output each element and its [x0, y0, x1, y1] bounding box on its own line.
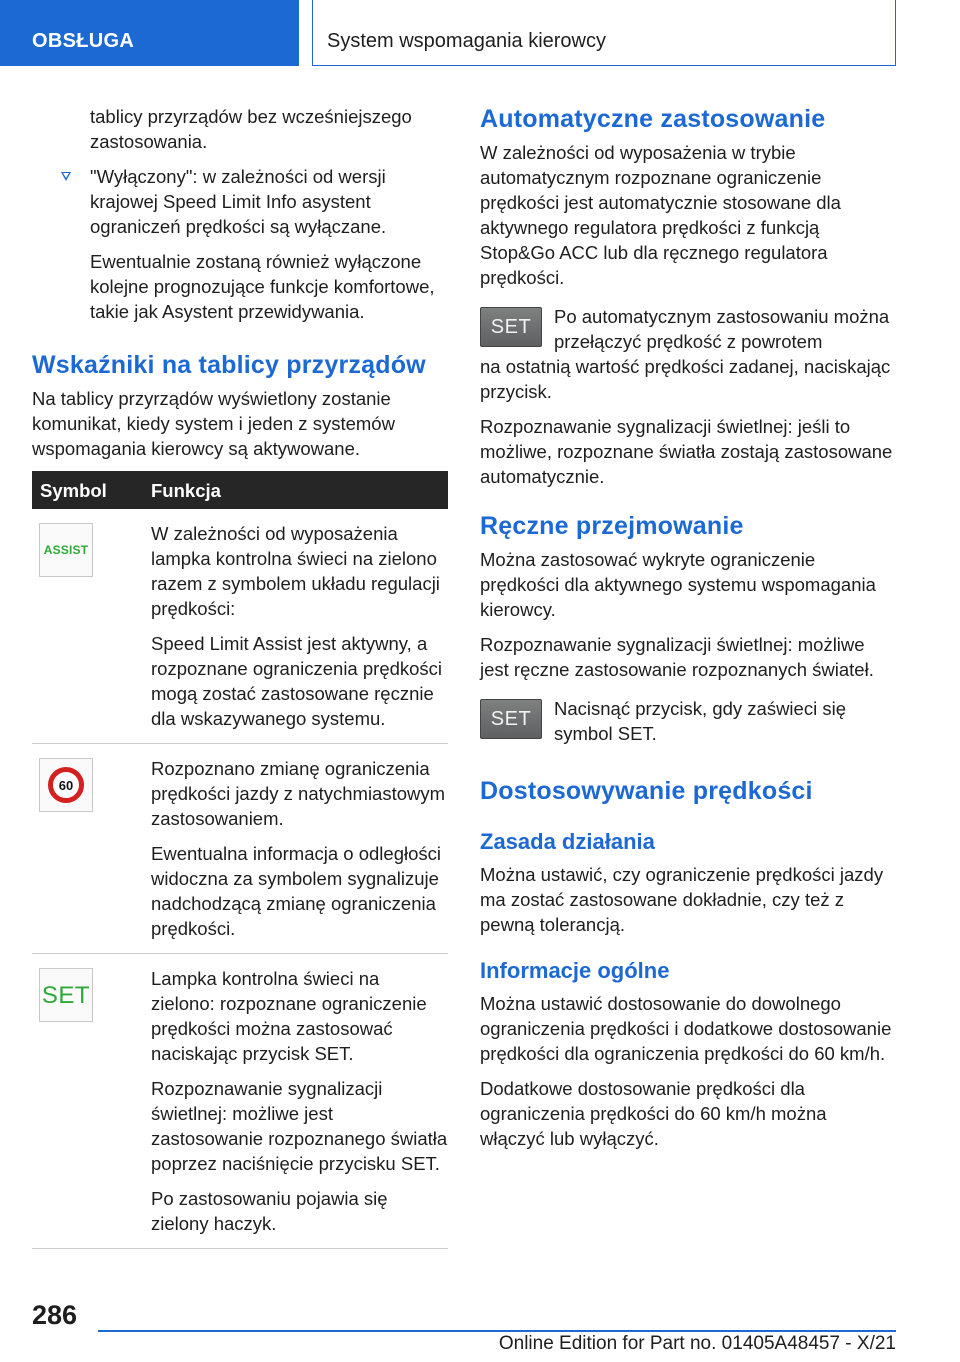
speed-limit-value: 60 [58, 777, 74, 793]
function-text: Lampka kontrolna świeci na zielono: rozpoznane ograniczenie prędkości można zastosować naciskając przycisk SET. [151, 968, 427, 1064]
manual-text: Można zastosować wykryte ograniczenie prędkości dla aktywnego systemu wspomagania kierowcy. [480, 549, 876, 620]
col-header-function: Funkcja [149, 471, 448, 509]
auto-set-lead: Po automatycznym zastosowaniu można przełączyć prędkość z powrotem [554, 306, 890, 352]
assist-icon-label: ASSIST [43, 542, 89, 557]
symbol-cell [32, 509, 149, 744]
edition-footer: Online Edition for Part no. 01405A48457 - X/21 [498, 1333, 896, 1354]
general-text: Można ustawić dostosowanie do dowolnego ograniczenia prędkości i dodatkowe dostosowanie prędkości dla ograniczenia prędkości do 60 km/h. [480, 993, 892, 1064]
heading-general-info: Informacje ogólne [480, 958, 670, 983]
function-text: Speed Limit Assist jest aktywny, a rozpoznane ograniczenia prędkości mogą zostać zastosowane ręcznie dla wskazywanego systemu. [151, 633, 443, 729]
continued-paragraph: tablicy przyrządów bez wcześniejszego zastosowania. [90, 106, 412, 152]
bullet-text: "Wyłączony": w zależności od wersji krajowej Speed Limit Info asystent ograniczeń prędkości są wyłączane. [90, 166, 387, 237]
set-button-label: SET [490, 707, 532, 730]
table-row [32, 744, 448, 954]
set-button-icon [480, 699, 542, 739]
table-header-row [32, 471, 448, 509]
set-button-note [480, 696, 896, 756]
function-text: Ewentualna informacja o odległości widoczna za symbolem sygnalizuje nadchodzącą zmianę ograniczenia prędkości. [151, 843, 442, 939]
function-text: Rozpoznano zmianę ograniczenia prędkości jazdy z natychmiastowym zastosowaniem. [151, 758, 446, 829]
general-text-2: Dodatkowe dostosowanie prędkości dla ograniczenia prędkości do 60 km/h można włączyć lub wyłączyć. [480, 1078, 827, 1149]
indicators-intro: Na tablicy przyrządów wyświetlony zostanie komunikat, kiedy system i jeden z systemów wspomagania kierowcy są aktywowane. [32, 388, 395, 459]
bullet-note: Ewentualnie zostaną również wyłączone kolejne prognozujące funkcje komfortowe, takie jak Asystent przewidywania. [90, 251, 435, 322]
function-cell [149, 744, 448, 954]
heading-indicators: Wskaźniki na tablicy przyrządów [32, 351, 426, 379]
function-cell [149, 954, 448, 1249]
speed-limit-sign [48, 767, 84, 803]
triangle-bullet-icon [61, 172, 71, 181]
symbol-table [32, 471, 448, 1249]
table-row [32, 509, 448, 744]
section-tab [0, 0, 299, 66]
speed-limit-sign-icon [39, 758, 93, 812]
symbol-cell [32, 744, 149, 954]
heading-auto-apply: Automatyczne zastosowanie [480, 105, 826, 133]
section-title: OBSŁUGA [32, 30, 135, 52]
chapter-title: System wspomagania kierowcy [327, 30, 606, 52]
heading-principle: Zasada działania [480, 829, 655, 854]
principle-text: Można ustawić, czy ograniczenie prędkości jazdy ma zostać zastosowane dokładnie, czy też z pewną tolerancją. [480, 864, 884, 935]
col-header-symbol: Symbol [32, 471, 149, 509]
set-button-note [480, 304, 896, 404]
set-button-label: SET [490, 315, 532, 338]
left-column [32, 104, 448, 1249]
function-text: W zależności od wyposażenia lampka kontrolna świeci na zielono razem z symbolem układu regulacji prędkości: [151, 523, 440, 619]
manual-set-text: Nacisnąć przycisk, gdy zaświeci się symbol SET. [554, 698, 846, 744]
set-button-icon [480, 307, 542, 347]
auto-set-rest: na ostatnią wartość prędkości zadanej, naciskając przycisk. [480, 356, 891, 402]
function-cell [149, 509, 448, 744]
assist-indicator-icon [39, 523, 93, 577]
symbol-cell [32, 954, 149, 1249]
manual-traffic-light-text: Rozpoznawanie sygnalizacji świetlnej: możliwe jest ręczne zastosowanie rozpoznanych świateł. [480, 634, 874, 680]
function-text: Rozpoznawanie sygnalizacji świetlnej: możliwe jest zastosowanie rozpoznanego światła poprzez naciśnięcie przycisku SET. [151, 1078, 448, 1174]
page-number: 286 [32, 1300, 78, 1330]
bullet-item [32, 164, 448, 239]
set-icon-label: SET [41, 981, 91, 1009]
footer-divider [98, 1330, 896, 1332]
set-indicator-icon [39, 968, 93, 1022]
table-row [32, 954, 448, 1249]
heading-manual: Ręczne przejmowanie [480, 512, 744, 540]
auto-apply-text: W zależności od wyposażenia w trybie automatycznym rozpoznane ograniczenie prędkości jest automatycznie stosowane dla aktywnego regulatora prędkości z funkcją Stop&Go ACC lub dla ręcznego regulatora prędkości. [480, 142, 841, 288]
right-column [480, 104, 896, 1161]
function-text: Po zastosowaniu pojawia się zielony haczyk. [151, 1188, 388, 1234]
heading-speed-adjust: Dostosowywanie prędkości [480, 777, 813, 805]
chapter-tab [312, 0, 896, 66]
auto-traffic-light-text: Rozpoznawanie sygnalizacji świetlnej: jeśli to możliwe, rozpoznane światła zostają zastosowane automatycznie. [480, 416, 893, 487]
